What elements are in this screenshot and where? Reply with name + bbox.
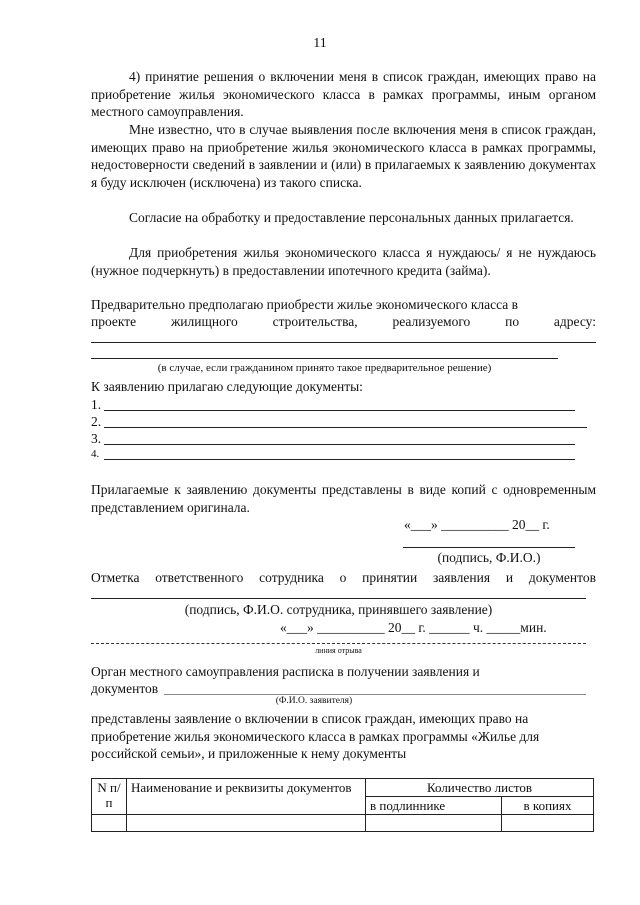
attachment-line-1 bbox=[104, 410, 575, 411]
receipt-body: представлены заявление о включении в список граждан, имеющих право на приобретение жилья экономического класса в рамках программы «Жилье для российской семьи», и приложенные к нему документы bbox=[91, 711, 540, 761]
paragraph-exclusion-warning: Мне известно, что в случае выявления после включения меня в список граждан, имеющих право на приобретение жилья экономического класса в рамках программы, недостоверности сведений в заявлении и (или) в прилагаемых к заявлению документах я буду исключен (исключена) из такого списка. bbox=[91, 122, 596, 190]
table-cell bbox=[127, 815, 366, 832]
address-line-2 bbox=[91, 358, 558, 359]
attachments-heading: К заявлению прилагаю следующие документы: bbox=[91, 379, 363, 394]
receipt-line-2: документов bbox=[91, 681, 159, 696]
col-count-header: Количество листов bbox=[366, 779, 594, 797]
applicant-name-line bbox=[164, 694, 586, 695]
page-number: 11 bbox=[313, 36, 327, 51]
word: проекте bbox=[91, 314, 137, 329]
address-line-1 bbox=[91, 342, 596, 343]
acceptance-mark: Отметка ответственного сотрудника о принятии заявления и документов bbox=[91, 570, 596, 585]
employee-caption: (подпись, Ф.И.О. сотрудника, принявшего заявление) bbox=[184, 602, 493, 617]
signature-line bbox=[403, 547, 575, 548]
word: строительства, bbox=[272, 314, 358, 329]
table-cell bbox=[366, 815, 502, 832]
attachment-item-4: 4. bbox=[91, 448, 100, 460]
word: по bbox=[505, 314, 520, 329]
col-copies-header: в копиях bbox=[502, 797, 594, 815]
tear-line-label: линия отрыва bbox=[315, 646, 362, 655]
word: реализуемого bbox=[392, 314, 471, 329]
tear-dashed-line bbox=[91, 643, 586, 644]
paragraph-preliminary-purchase: Предварительно предполагаю приобрести жилье экономического класса в bbox=[91, 297, 518, 312]
datetime-line: «___» __________ 20__ г. ______ ч. _____мин. bbox=[280, 620, 547, 635]
paragraph-personal-data-consent: Согласие на обработку и предоставление персональных данных прилагается. bbox=[129, 210, 574, 225]
paragraph-program-decision: 4) принятие решения о включении меня в список граждан, имеющих право на приобретение жилья экономического класса в рамках программы, иным органом местного самоуправления. bbox=[91, 69, 596, 119]
attachment-item-1: 1. bbox=[91, 397, 102, 412]
word: адресу: bbox=[553, 314, 596, 329]
table-cell bbox=[92, 815, 127, 832]
receipt-line-1: Орган местного самоуправления расписка в получении заявления и bbox=[91, 664, 480, 679]
table-cell bbox=[502, 815, 594, 832]
paragraph-mortgage-need: Для приобретения жилья экономического класса я нуждаюсь/ я не нуждаюсь (нужное подчеркнуть) в предоставлении ипотечного кредита (займа). bbox=[91, 245, 596, 278]
address-note: (в случае, если гражданином принято такое предварительное решение) bbox=[157, 362, 492, 374]
paragraph-copies: Прилагаемые к заявлению документы представлены в виде копий с одновременным представлением оригинала. bbox=[91, 482, 596, 515]
attachment-item-2: 2. bbox=[91, 414, 102, 429]
col-number-header: N п/п bbox=[92, 779, 127, 815]
date-line: «___» __________ 20__ г. bbox=[404, 517, 550, 532]
attachment-line-3 bbox=[104, 444, 575, 445]
col-original-header: в подлиннике bbox=[366, 797, 502, 815]
col-name-header: Наименование и реквизиты документов bbox=[127, 779, 366, 815]
attachment-line-4 bbox=[104, 459, 575, 460]
applicant-caption: (Ф.И.О. заявителя) bbox=[275, 696, 353, 706]
signature-caption: (подпись, Ф.И.О.) bbox=[437, 550, 541, 565]
word: жилищного bbox=[170, 314, 238, 329]
address-words-row bbox=[91, 313, 596, 330]
acceptance-line bbox=[91, 598, 586, 599]
attachment-line-2 bbox=[104, 427, 587, 428]
attachment-item-3: 3. bbox=[91, 431, 102, 446]
documents-table bbox=[91, 778, 594, 832]
